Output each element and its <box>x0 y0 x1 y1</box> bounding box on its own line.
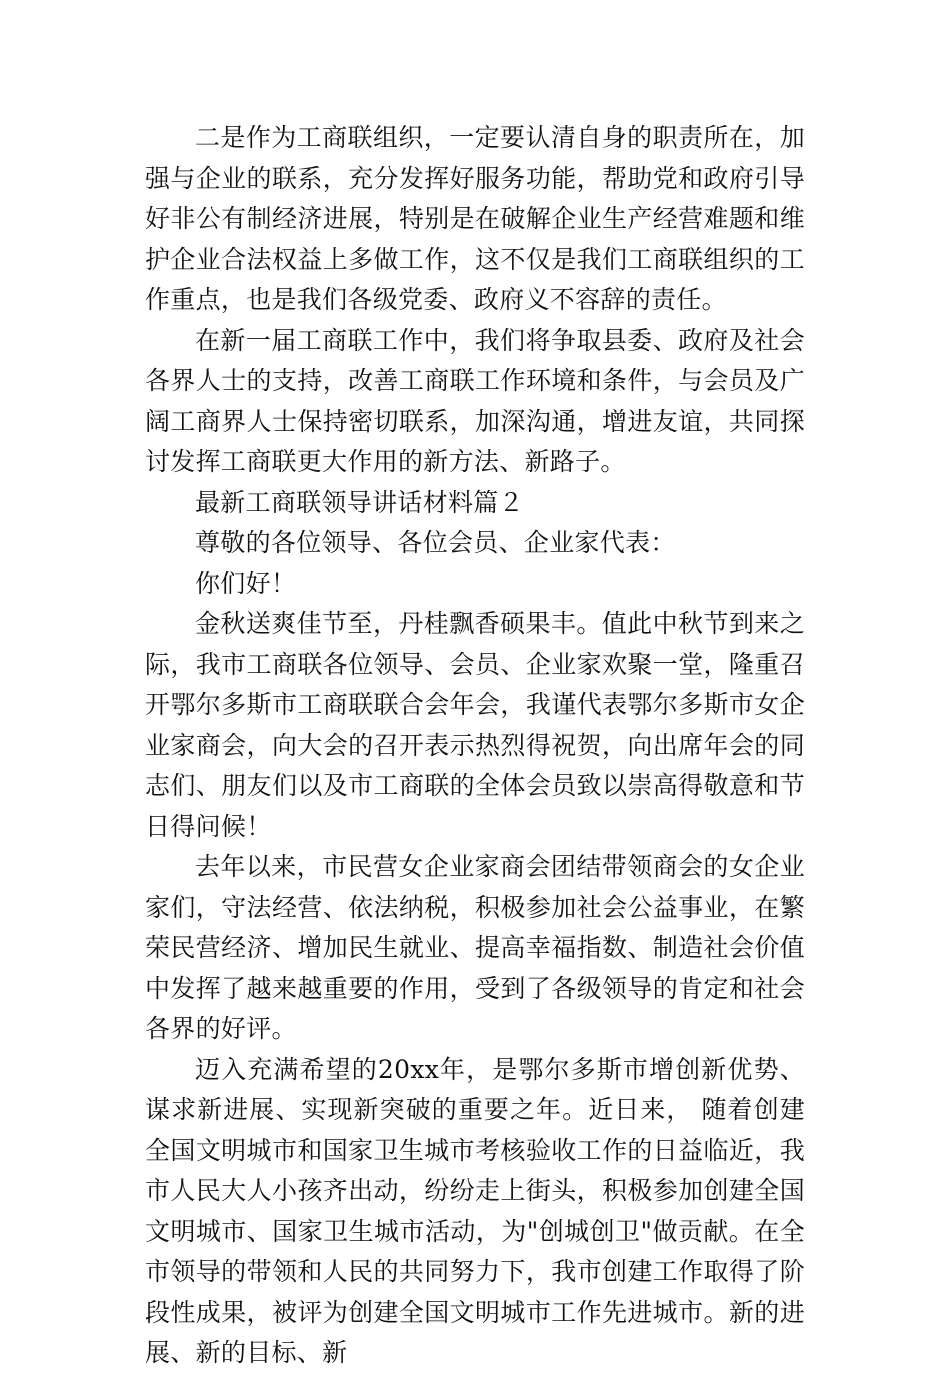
paragraph-new-term: 在新一届工商联工作中，我们将争取县委、政府及社会各界人士的支持，改善工商联工作环境和条件，与会员及广阔工商界人士保持密切联系，加深沟通，增进友谊，共同探讨发挥工商联更大作用的新方法、新路子。 <box>145 325 805 476</box>
greeting: 你们好！ <box>195 568 297 598</box>
paragraph-last-year: 去年以来，市民营女企业家商会团结带领商会的女企业家们，守法经营、依法纳税，积极参加社会公益事业，在繁荣民营经济、增加民生就业、提高幸福指数、制造社会价值中发挥了越来越重要的作用，受到了各级领导的肯定和社会各界的好评。 <box>145 852 805 1043</box>
section-title: 最新工商联领导讲话材料篇２ <box>195 487 524 517</box>
paragraph-new-year: 迈入充满希望的20xx年，是鄂尔多斯市增创新优势、谋求新进展、实现新突破的重要之年。近日来， 随着创建全国文明城市和国家卫生城市考核验收工作的日益临近，我市人民大人小孩齐出动，纷纷走上街头，积极参加创建全国文明城市、国家卫生城市活动，为"创城创卫"做贡献。在全市领导的带领和人民的共同努力下，我市创建工作取得了阶段性成果，被评为创建全国文明城市工作先进城市。新的进展、新的目标、新 <box>145 1054 805 1367</box>
paragraph-duty: 二是作为工商联组织，一定要认清自身的职责所在，加强与企业的联系，充分发挥好服务功能，帮助党和政府引导好非公有制经济进展，特别是在破解企业生产经营难题和维护企业合法权益上多做工作，这不仅是我们工商联组织的工作重点，也是我们各级党委、政府义不容辞的责任。 <box>145 123 805 314</box>
document-body <box>145 118 805 1374</box>
paragraph-mid-autumn: 金秋送爽佳节至，丹桂飘香硕果丰。值此中秋节到来之际，我市工商联各位领导、会员、企业家欢聚一堂，隆重召开鄂尔多斯市工商联联合会年会，我谨代表鄂尔多斯市女企业家商会，向大会的召开表示热烈得祝贺，向出席年会的同志们、朋友们以及市工商联的全体会员致以崇高得敬意和节日得问候！ <box>145 609 805 841</box>
salutation: 尊敬的各位领导、各位会员、企业家代表： <box>195 528 676 557</box>
